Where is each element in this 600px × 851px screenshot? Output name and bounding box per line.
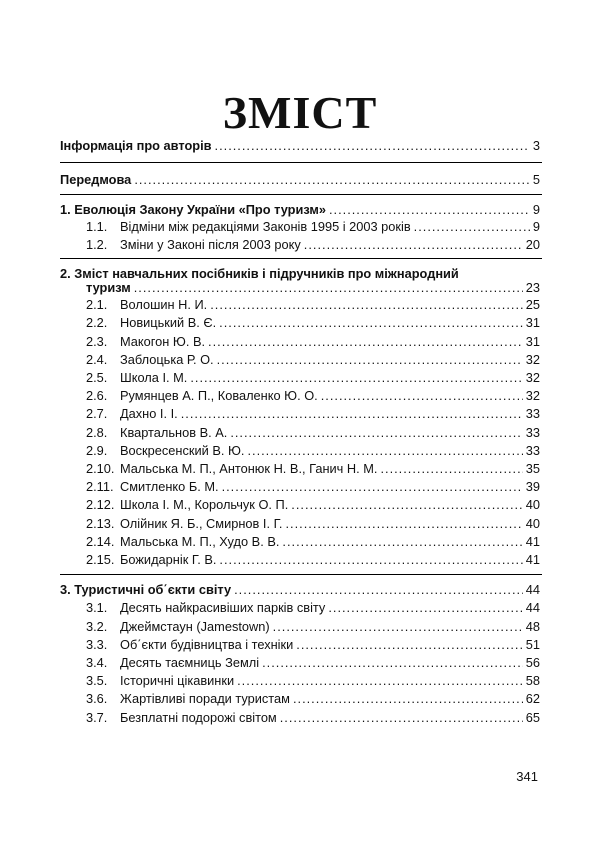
- toc-subentry[interactable]: [86, 619, 540, 635]
- toc-entry-number: 3.7.: [86, 710, 108, 725]
- toc-page-number: 5: [532, 172, 540, 187]
- toc-entry-number: 2.4.: [86, 352, 108, 367]
- toc-entry-label: Волошин Н. И.: [120, 297, 208, 312]
- toc-subentry[interactable]: [86, 334, 540, 350]
- leader-dots: [291, 497, 522, 513]
- toc-entry-label: Передмова: [60, 172, 132, 187]
- leader-dots: [304, 237, 523, 253]
- toc-subentry[interactable]: [86, 219, 540, 235]
- toc-entry-label: Мальська М. П., Антонюк Н. В., Ганич Н. М.: [120, 461, 378, 476]
- leader-dots: [230, 425, 522, 441]
- toc-page-number: 44: [525, 600, 540, 615]
- toc-subentry[interactable]: [86, 497, 540, 513]
- toc-entry-number: 2.5.: [86, 370, 108, 385]
- leader-dots: [414, 219, 530, 235]
- leader-dots: [328, 600, 522, 616]
- toc-section-heading-continued[interactable]: [86, 280, 540, 296]
- toc-subentry[interactable]: [86, 370, 540, 386]
- toc-subentry[interactable]: [86, 352, 540, 368]
- toc-page-number: 51: [525, 637, 540, 652]
- toc-subentry[interactable]: [86, 552, 540, 568]
- toc-entry-number: 2.10.: [86, 461, 115, 476]
- leader-dots: [222, 479, 523, 495]
- toc-page-number: 33: [525, 406, 540, 421]
- toc-subentry[interactable]: [86, 315, 540, 331]
- toc-entry-number: 2.9.: [86, 443, 108, 458]
- toc-section-heading[interactable]: [60, 202, 540, 218]
- toc-section-heading[interactable]: [60, 582, 540, 598]
- toc-entry-label: Школа І. М.: [120, 370, 188, 385]
- leader-dots: [134, 172, 530, 188]
- toc-entry-label: Школа І. М., Корольчук О. П.: [120, 497, 289, 512]
- toc-subentry[interactable]: [86, 425, 540, 441]
- toc-entry-number: 2.2.: [86, 315, 108, 330]
- page-number: 341: [516, 769, 538, 784]
- toc-entry-label: Зміни у Законі після 2003 року: [120, 237, 301, 252]
- toc-page-number: 39: [525, 479, 540, 494]
- toc-subentry[interactable]: [86, 673, 540, 689]
- toc-page-number: 32: [525, 352, 540, 367]
- toc-page-number: 9: [532, 219, 540, 234]
- toc-page-number: 40: [525, 497, 540, 512]
- toc-entry-number: 2.7.: [86, 406, 108, 421]
- leader-dots: [293, 691, 523, 707]
- toc-entry-number: 2.13.: [86, 516, 115, 531]
- toc-entry-label: Божидарнік Г. В.: [120, 552, 217, 567]
- divider: [60, 162, 542, 163]
- toc-page-number: 31: [525, 334, 540, 349]
- toc-entry-label: Новицький В. Є.: [120, 315, 217, 330]
- toc-entry-label: Інформація про авторів: [60, 138, 212, 153]
- toc-page-number: 48: [525, 619, 540, 634]
- divider: [60, 194, 542, 195]
- toc-page-number: 41: [525, 534, 540, 549]
- leader-dots: [217, 352, 523, 368]
- leader-dots: [282, 534, 522, 550]
- toc-subentry[interactable]: [86, 691, 540, 707]
- toc-entry-label: Дахно І. І.: [120, 406, 178, 421]
- toc-entry-label: туризм: [86, 280, 131, 295]
- leader-dots: [286, 516, 523, 532]
- toc-entry-label: Заблоцька Р. О.: [120, 352, 214, 367]
- toc-entry-number: 3.4.: [86, 655, 108, 670]
- leader-dots: [181, 406, 523, 422]
- toc-subentry[interactable]: [86, 297, 540, 313]
- toc-entry-number: 3.5.: [86, 673, 108, 688]
- leader-dots: [190, 370, 522, 386]
- toc-entry-number: 2.11.: [86, 479, 114, 494]
- toc-entry-label: Історичні цікавинки: [120, 673, 235, 688]
- toc-entry-authors[interactable]: [60, 138, 540, 154]
- toc-subentry[interactable]: [86, 237, 540, 253]
- toc-entry-number: 3.3.: [86, 637, 108, 652]
- leader-dots: [219, 315, 523, 331]
- toc-page-number: 23: [525, 280, 540, 295]
- toc-entry-number: 2.1.: [86, 297, 108, 312]
- leader-dots: [380, 461, 522, 477]
- toc-page-number: 33: [525, 443, 540, 458]
- toc-subentry[interactable]: [86, 479, 540, 495]
- toc-page-number: 40: [525, 516, 540, 531]
- divider: [60, 258, 542, 259]
- toc-page-number: 25: [525, 297, 540, 312]
- toc-entry-label: Десять найкрасивіших парків світу: [120, 600, 326, 615]
- leader-dots: [262, 655, 523, 671]
- toc-entry-number: 2.15.: [86, 552, 115, 567]
- toc-entry-number: 1.1.: [86, 219, 108, 234]
- leader-dots: [134, 280, 523, 296]
- toc-entry-label: Десять таємниць Землі: [120, 655, 260, 670]
- leader-dots: [329, 202, 530, 218]
- toc-page-number: 32: [525, 388, 540, 403]
- toc-page-number: 31: [525, 315, 540, 330]
- toc-entry-number: 1.2.: [86, 237, 108, 252]
- toc-entry-label: Відміни між редакціями Законів 1995 і 2003 років: [120, 219, 411, 234]
- toc-subentry[interactable]: [86, 461, 540, 477]
- toc-page-number: 62: [525, 691, 540, 706]
- toc-subentry[interactable]: [86, 388, 540, 404]
- toc-entry-preface[interactable]: [60, 172, 540, 188]
- toc-entry-label: 1. Еволюція Закону України «Про туризм»: [60, 202, 326, 217]
- toc-entry-number: 2.12.: [86, 497, 115, 512]
- toc-subentry[interactable]: [86, 637, 540, 653]
- toc-page-number: 20: [525, 237, 540, 252]
- toc-entry-label: Мальська М. П., Худо В. В.: [120, 534, 280, 549]
- leader-dots: [321, 388, 523, 404]
- toc-entry-number: 3.1.: [86, 600, 108, 615]
- toc-page-number: 3: [532, 138, 540, 153]
- toc-entry-label: Безплатні подорожі світом: [120, 710, 277, 725]
- toc-page-number: 33: [525, 425, 540, 440]
- toc-entry-label: Румянцев А. П., Коваленко Ю. О.: [120, 388, 318, 403]
- toc-entry-number: 2.3.: [86, 334, 108, 349]
- divider: [60, 574, 542, 575]
- toc-entry-label: Джеймстаун (Jamestown): [120, 619, 270, 634]
- toc-entry-label: Жартівливі поради туристам: [120, 691, 290, 706]
- toc-entry-label: Смитленко Б. М.: [120, 479, 219, 494]
- toc-entry-label: Воскресенский В. Ю.: [120, 443, 245, 458]
- leader-dots: [296, 637, 523, 653]
- toc-page-number: 58: [525, 673, 540, 688]
- page-title: ЗМІСТ: [222, 87, 378, 138]
- toc-subentry[interactable]: [86, 655, 540, 671]
- toc-subentry[interactable]: [86, 600, 540, 616]
- toc-entry-number: 3.2.: [86, 619, 108, 634]
- toc-page-number: 41: [525, 552, 540, 567]
- toc-entry-number: 2.8.: [86, 425, 108, 440]
- toc-subentry[interactable]: [86, 406, 540, 422]
- toc-entry-number: 2.14.: [86, 534, 115, 549]
- toc-page-number: 44: [525, 582, 540, 597]
- toc-subentry[interactable]: [86, 710, 540, 726]
- toc-section-heading[interactable]: 2. Зміст навчальних посібників і підручників про міжнародний: [60, 266, 459, 281]
- leader-dots: [237, 673, 523, 689]
- leader-dots: [247, 443, 522, 459]
- toc-entry-label: 3. Туристичні об΄єкти світу: [60, 582, 232, 597]
- toc-page-number: 32: [525, 370, 540, 385]
- toc-entry-number: 3.6.: [86, 691, 108, 706]
- toc-subentry[interactable]: [86, 443, 540, 459]
- toc-page-number: 35: [525, 461, 540, 476]
- toc-page-number: 56: [525, 655, 540, 670]
- toc-page-number: 9: [532, 202, 540, 217]
- leader-dots: [215, 138, 530, 154]
- leader-dots: [208, 334, 523, 350]
- toc-entry-label: Олійник Я. Б., Смирнов І. Г.: [120, 516, 283, 531]
- leader-dots: [210, 297, 523, 313]
- toc-subentry[interactable]: [86, 516, 540, 532]
- leader-dots: [219, 552, 522, 568]
- toc-entry-label: Макогон Ю. В.: [120, 334, 206, 349]
- leader-dots: [234, 582, 523, 598]
- toc-entry-label: Об΄єкти будівництва і техніки: [120, 637, 294, 652]
- leader-dots: [280, 710, 523, 726]
- toc-page-number: 65: [525, 710, 540, 725]
- toc-subentry[interactable]: [86, 534, 540, 550]
- toc-entry-number: 2.6.: [86, 388, 108, 403]
- leader-dots: [273, 619, 523, 635]
- toc-entry-label: Квартальнов В. А.: [120, 425, 228, 440]
